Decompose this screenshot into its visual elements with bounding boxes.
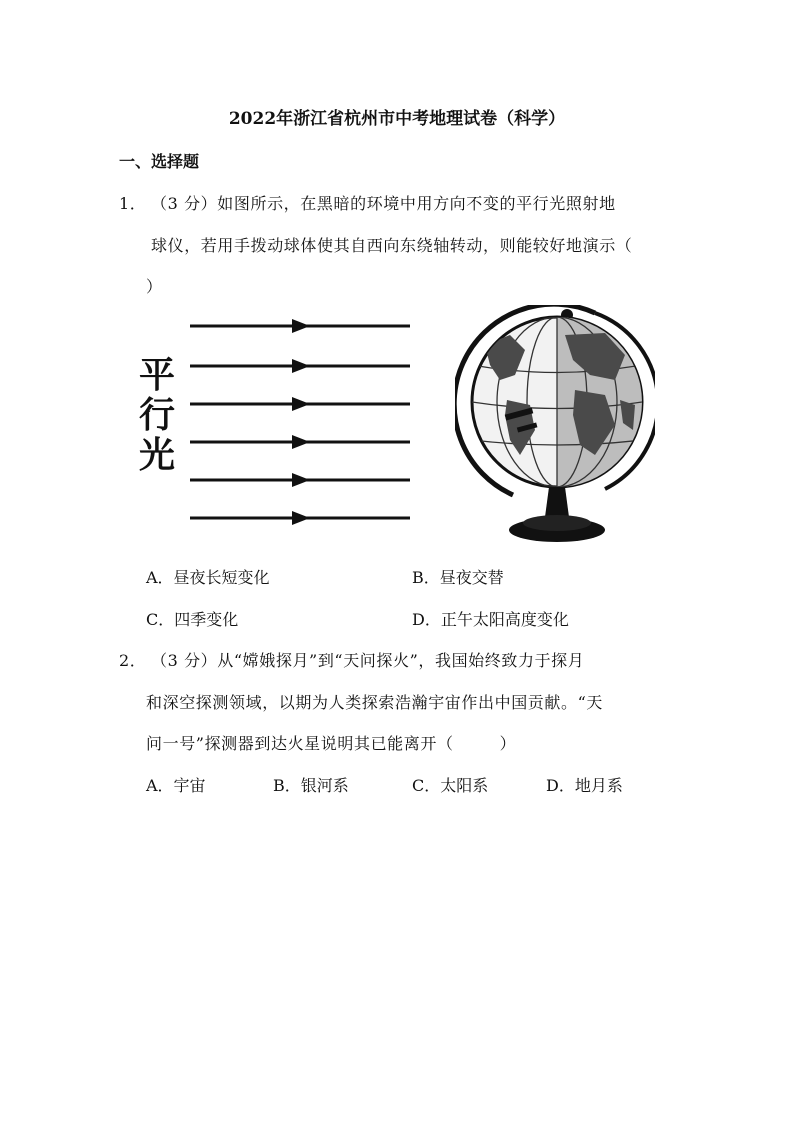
figure-label-ping: 平 <box>139 355 176 396</box>
q2-line-3-text: 问一号”探测器到达火星说明其已能离开（ <box>146 734 454 753</box>
q2-option-a[interactable]: A．宇宙 <box>146 776 206 795</box>
q1-line-1: （3 分）如图所示，在黑暗的环境中用方向不变的平行光照射地 <box>151 194 616 213</box>
q1-line-2: 球仪，若用手拨动球体使其自西向东绕轴转动，则能较好地演示（ <box>151 236 633 255</box>
q2-line-3-close: ） <box>499 734 517 753</box>
q1-option-a[interactable]: A．昼夜长短变化 <box>146 568 270 587</box>
q1-option-b[interactable]: B．昼夜交替 <box>412 568 504 587</box>
q2-line-1: （3 分）从“嫦娥探月”到“天问探火”，我国始终致力于探月 <box>151 651 585 670</box>
globe-figure <box>455 305 655 550</box>
parallel-light-arrows <box>190 319 410 525</box>
section-heading: 一、选择题 <box>119 152 200 171</box>
q1-option-c[interactable]: C．四季变化 <box>146 610 239 629</box>
q1-number: 1． <box>119 194 147 213</box>
q1-option-d[interactable]: D．正午太阳高度变化 <box>412 610 569 629</box>
q2-line-2: 和深空探测领域，以期为人类探索浩瀚宇宙作出中国贡献。“天 <box>146 693 603 712</box>
figure-label-xing: 行 <box>139 395 176 436</box>
q2-option-b[interactable]: B．银河系 <box>273 776 349 795</box>
q2-number: 2． <box>119 651 147 670</box>
q2-option-c[interactable]: C．太阳系 <box>412 776 489 795</box>
q2-option-d[interactable]: D．地月系 <box>546 776 623 795</box>
page-title: 2022年浙江省杭州市中考地理试卷（科学） <box>228 109 566 129</box>
q2-line-3 <box>146 731 516 754</box>
q1-line-3: ） <box>146 277 163 296</box>
globe-icon <box>455 305 655 542</box>
figure-label-guang: 光 <box>139 435 176 476</box>
